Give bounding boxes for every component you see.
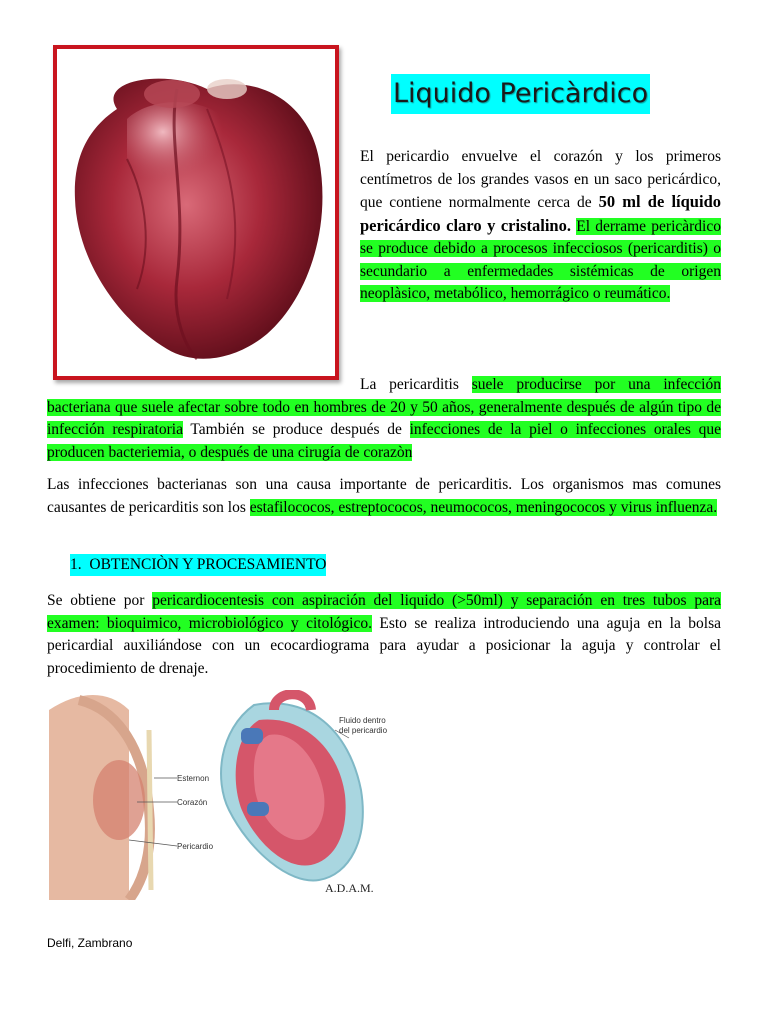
section-heading [70, 554, 326, 576]
label-corazon: Corazón [177, 798, 208, 807]
pericarditis-text-1: La pericarditis [360, 376, 459, 393]
pericarditis-highlight-1: suele producirse por una infección bacteriana que suele afectar sobre todo en hombres de 20 y 50 años, generalmente después de algún tipo de infección respiratoria [47, 376, 721, 438]
infections-highlight: estafilococos, estreptococos, neumococos, meningococos y virus influenza. [249, 498, 718, 516]
obtain-highlight: pericardiocentesis con aspiración del liquido (>50ml) y separación en tres tubos para examen: bioquimico, microbiológico y citológico. [47, 592, 721, 632]
infections-text: Las infecciones bacterianas son una causa importante de pericarditis. Los organismos mas comunes causantes de pericarditis son los [47, 476, 721, 516]
anatomy-illustration [49, 690, 393, 900]
section-number: 1. [70, 556, 82, 573]
intro-bold-text: 50 ml de líquido pericárdico claro y cristalino. [360, 192, 721, 235]
infections-paragraph [47, 474, 721, 519]
obtain-text-2: Esto se realiza introduciendo una aguja en la bolsa pericardial auxiliándose con un ecocardiograma para ayudar a posicionar la aguja y controlar el procedimiento de drenaje. [47, 614, 722, 677]
label-fluido-1: Fluido dentro [339, 716, 386, 725]
section-title: OBTENCIÒN Y PROCESAMIENTO [89, 556, 327, 573]
pericarditis-highlight-2: infecciones de la piel o infecciones orales que producen bacteriemia, o después de una cirugía de corazòn [47, 421, 721, 461]
label-esternon: Esternon [177, 774, 210, 783]
pericardium-diagram [49, 690, 393, 900]
label-pericardio: Pericardio [177, 842, 214, 851]
heart-photo [53, 45, 339, 380]
label-fluido-2: del pericardio [339, 726, 388, 735]
adam-logo: A.D.A.M. [325, 881, 374, 895]
pericarditis-paragraph [47, 374, 721, 464]
obtain-text-1: Se obtiene por [47, 592, 145, 609]
pericarditis-text-2: También se produce después de [190, 421, 402, 438]
heart-illustration [57, 49, 335, 376]
intro-highlight: El derrame pericàrdico se produce debido a procesos infecciosos (pericarditis) o secundario a enfermedades sistémicas de origen neoplàsico, metabólico, hemorrágico o reumático. [360, 217, 721, 302]
page-title: Liquido Pericàrdico [391, 74, 650, 114]
obtain-paragraph [47, 590, 721, 680]
footer-author: Delfi, Zambrano [47, 936, 133, 950]
intro-paragraph [360, 146, 721, 306]
intro-text: El pericardio envuelve el corazón y los primeros centímetros de los grandes vasos en un saco pericárdico, que contiene normalmente cerca de [360, 148, 721, 211]
